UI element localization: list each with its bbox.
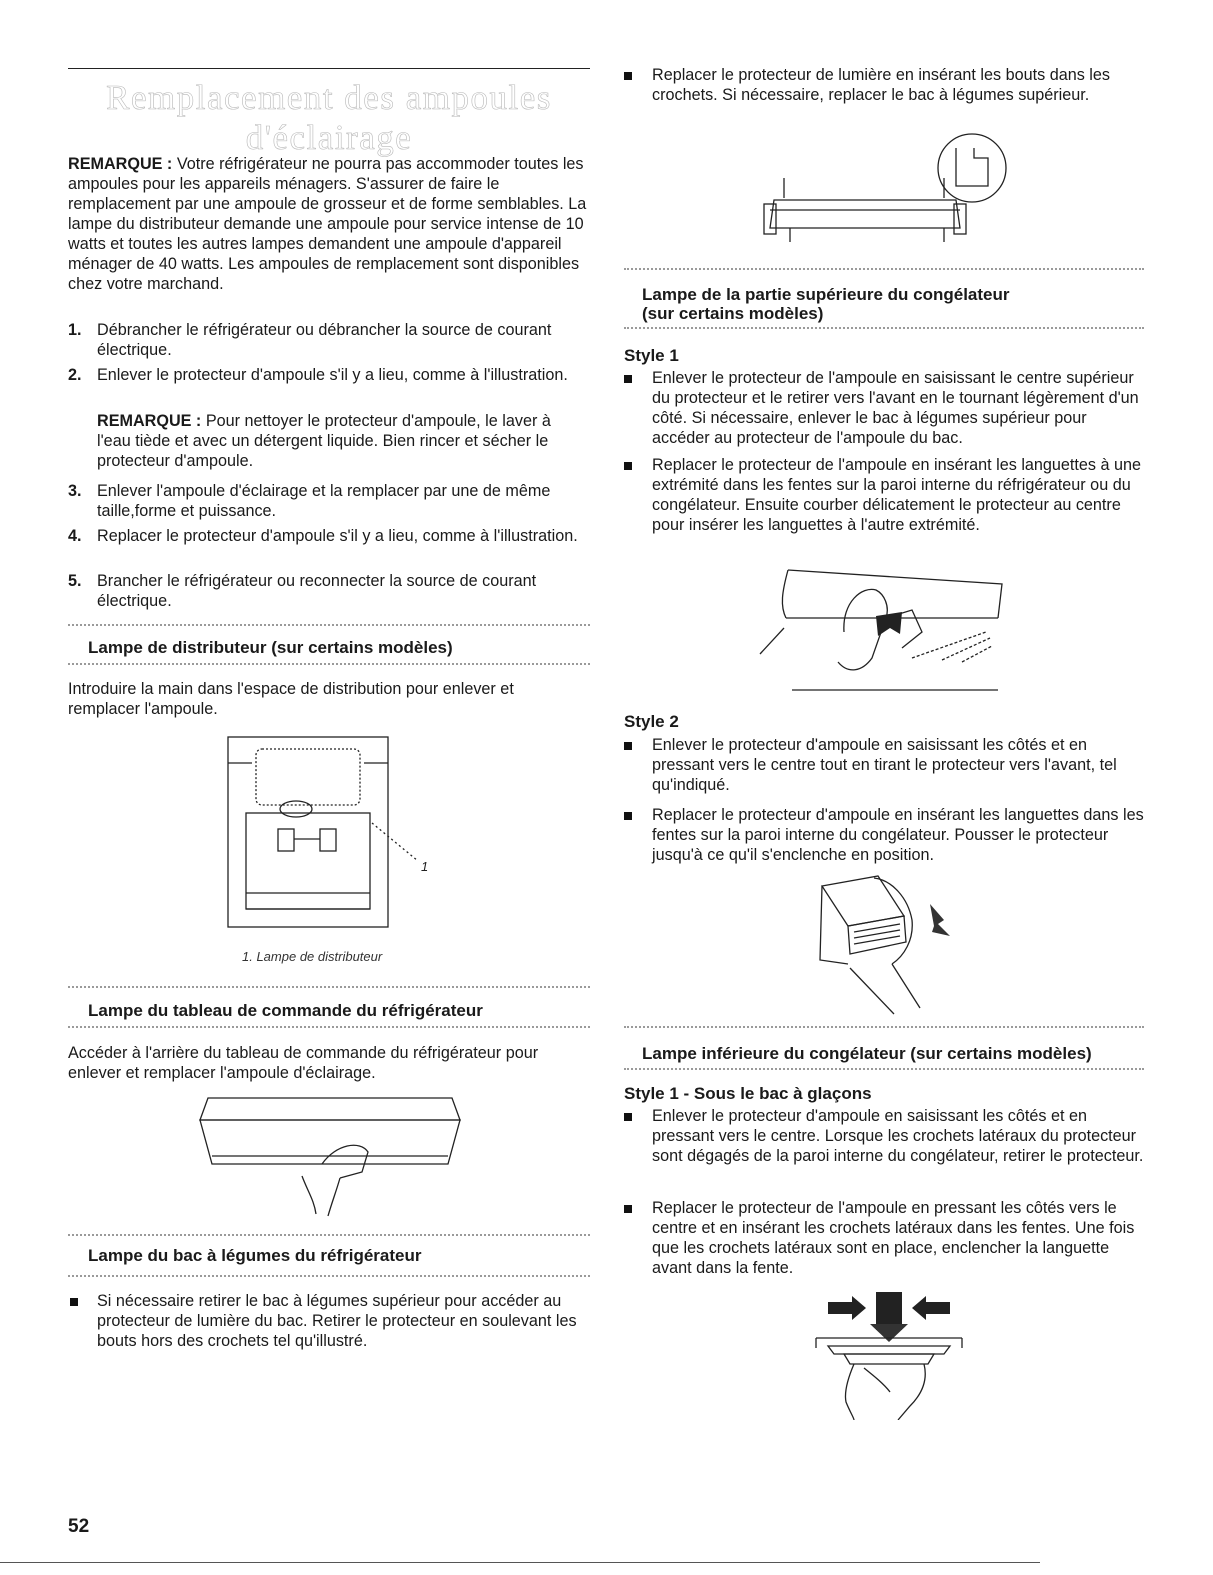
section-heading: Lampe inférieure du congélateur (sur certains modèles) [642,1044,1092,1063]
control-panel-text: Accéder à l'arrière du tableau de commande du réfrigérateur pour enlever et remplacer l'ampoule d'éclairage. [68,1044,539,1082]
section-heading: Lampe du bac à légumes du réfrigérateur [88,1246,422,1265]
lower-freezer-bullet: Replacer le protecteur de l'ampoule en pressant les côtés vers le centre et en insérant les crochets latéraux dans les fentes. Une fois que les crochets latéraux sont en place, enclencher la languette avant dans la fente. [652,1199,1135,1277]
bullet-marker [624,742,632,750]
crisper-illustration [760,128,1020,250]
section-divider [68,1026,590,1028]
bullet-marker [624,375,632,383]
step-number: 5. [68,572,82,590]
step-text: Enlever le protecteur d'ampoule s'il y a lieu, comme à l'illustration. [97,366,568,384]
step-text: Replacer le protecteur d'ampoule s'il y a lieu, comme à l'illustration. [97,527,578,545]
style-label: Style 1 - Sous le bac à glaçons [624,1084,872,1103]
intro-label: REMARQUE : [68,155,173,173]
style2-bullet: Enlever le protecteur d'ampoule en saisissant les côtés et en pressant vers le centre tout en tirant le protecteur vers l'avant, tel qu'indiqué. [652,736,1117,794]
dispenser-text: Introduire la main dans l'espace de distribution pour enlever et remplacer l'ampoule. [68,680,514,718]
section-divider [68,1275,590,1277]
step-number: 3. [68,482,82,500]
upper-freezer-style2-illustration [808,868,964,1016]
title-rule [68,68,590,69]
step-note [97,411,587,471]
section-heading: Lampe de la partie supérieure du congélateur [642,285,1010,304]
style2-bullet: Replacer le protecteur d'ampoule en insérant les languettes dans les fentes sur la paroi interne du congélateur. Pousser le protecteur jusqu'à ce qu'il s'enclenche en position. [652,806,1144,864]
lower-freezer-illustration [814,1288,964,1420]
style1-bullet: Replacer le protecteur de l'ampoule en insérant les languettes à une extrémité dans les fentes sur la paroi interne du réfrigérateur ou du congélateur. Ensuite courber délicatement le protecteur au centre pour insérer les languettes à l'autre extrémité. [652,456,1142,534]
style1-bullet: Enlever le protecteur de l'ampoule en saisissant le centre supérieur du protecteur et le retirer vers l'avant en le tournant légèrement d'un côté. Si nécessaire, enlever le bac à légumes supérieur pour accéder au protecteur de l'ampoule du bac. [652,369,1139,447]
section-heading: (sur certains modèles) [642,304,824,323]
section-divider [68,663,590,665]
section-divider [68,1234,590,1236]
note-text: Pour nettoyer le protecteur d'ampoule, le laver à l'eau tiède et avec un détergent liquide. Bien rincer et sécher le protecteur d'ampoule. [97,412,551,470]
bullet-marker [624,1205,632,1213]
note-label: REMARQUE : [97,412,202,430]
section-heading: Lampe de distributeur (sur certains modèles) [88,638,453,657]
section-divider [624,268,1144,270]
style-label: Style 2 [624,712,679,731]
bullet-marker [624,462,632,470]
intro-paragraph [68,154,590,294]
section-divider [68,624,590,626]
figure-caption: 1. Lampe de distributeur [242,949,383,964]
page-title: Remplacement des ampoules d'éclairage [106,78,552,157]
section-divider [624,1026,1144,1028]
section-divider [624,1068,1144,1070]
bullet-marker [624,72,632,80]
bullet-marker [624,812,632,820]
step-text: Brancher le réfrigérateur ou reconnecter la source de courant électrique. [97,572,537,610]
intro-text: Votre réfrigérateur ne pourra pas accommoder toutes les ampoules pour les appareils ménagers. S'assurer de faire le remplacement par une ampoule de grosseur et de forme semblables. La lampe du distributeur demande une ampoule pour service intense de 10 watts et toutes les autres lampes demandent une ampoule d'appareil ménager de 40 watts. Les ampoules de remplacement sont disponibles chez votre marchand. [68,155,587,293]
upper-freezer-style1-illustration [752,562,1018,696]
crisper-bullet: Replacer le protecteur de lumière en insérant les bouts dans les crochets. Si nécessaire, replacer le bac à légumes supérieur. [652,66,1111,104]
bullet-marker [70,1298,78,1306]
section-divider [624,327,1144,329]
step-number: 4. [68,527,82,545]
dispenser-illustration [222,733,442,933]
section-heading: Lampe du tableau de commande du réfrigérateur [88,1001,483,1020]
bullet-marker [624,1113,632,1121]
step-number: 1. [68,321,82,339]
step-number: 2. [68,366,82,384]
style-label: Style 1 [624,346,679,365]
footer-rule [0,1562,1040,1563]
step-text: Enlever l'ampoule d'éclairage et la remplacer par une de même taille,forme et puissance. [97,482,551,520]
callout-number: 1 [421,859,429,874]
step-text: Débrancher le réfrigérateur ou débrancher la source de courant électrique. [97,321,552,359]
section-divider [68,986,590,988]
crisper-bullet: Si nécessaire retirer le bac à légumes supérieur pour accéder au protecteur de lumière du bac. Retirer le protecteur en soulevant les bouts hors des crochets tel qu'illustré. [97,1292,577,1350]
page-number: 52 [68,1516,90,1537]
lower-freezer-bullet: Enlever le protecteur d'ampoule en saisissant les côtés et en pressant vers le centre. Lorsque les crochets latéraux du protecteur sont dégagés de la paroi interne du congélateur, retirer le protecteur. [652,1107,1144,1165]
control-panel-illustration [190,1092,470,1222]
